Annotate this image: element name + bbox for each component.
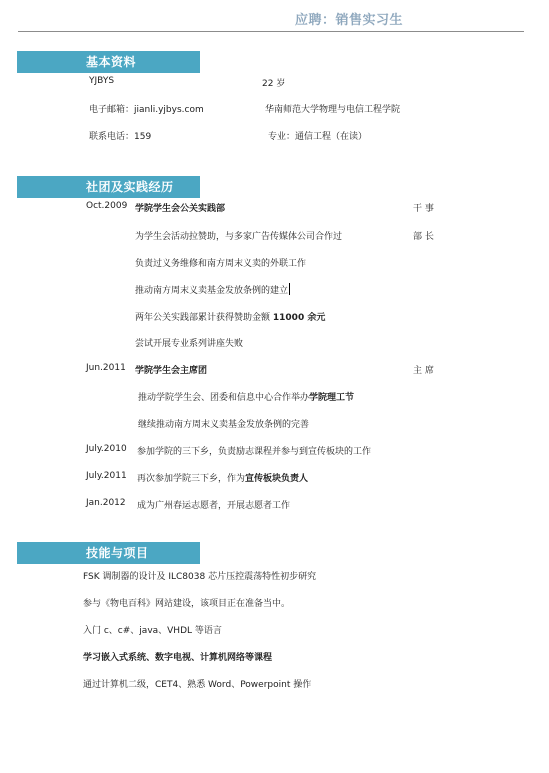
exp-item: 尝试开展专业系列讲座失败 xyxy=(135,339,244,349)
exp-item: 负责过义务维修和南方周末义卖的外联工作 xyxy=(135,259,307,269)
section-header-basic: 基本资料 xyxy=(17,51,200,73)
exp-item xyxy=(135,283,290,296)
exp-item: 继续推动南方周末义卖基金发放条例的完善 xyxy=(138,420,310,430)
exp-item-text: 推动南方周末义卖基金发放条例的建立 xyxy=(135,286,289,296)
skill-item: 入门 c、c#、java、VHDL 等语言 xyxy=(83,626,222,636)
exp-org: 学院学生会主席团 xyxy=(135,366,208,376)
exp-role: 干 事 xyxy=(413,204,434,214)
exp-item: 参加学院的三下乡，负责励志课程并参与到宣传板块的工作 xyxy=(137,447,372,457)
exp-item-text: 再次参加学院三下乡，作为 xyxy=(137,474,246,484)
exp-date: Jan.2012 xyxy=(86,498,126,508)
exp-item: 为学生会活动拉赞助，与多家广告传媒体公司合作过 xyxy=(135,232,343,242)
phone-value: 联系电话：159 xyxy=(89,132,152,142)
exp-date: Jun.2011 xyxy=(86,363,126,373)
exp-role: 主 席 xyxy=(413,366,434,376)
email-value: 电子邮箱：jianli.yjbys.com xyxy=(89,105,204,115)
exp-item-text: 推动学院学生会、团委和信息中心合作举办 xyxy=(138,393,310,403)
skill-item: FSK 调制器的设计及 ILC8038 芯片压控震荡特性初步研究 xyxy=(83,572,317,582)
exp-item xyxy=(135,310,325,323)
text-cursor xyxy=(289,283,290,295)
skill-item: 参与《物电百科》网站建设，该项目正在准备当中。 xyxy=(83,599,291,609)
skill-item: 通过计算机二级，CET4、熟悉 Word、Powerpoint 操作 xyxy=(83,680,312,690)
exp-item: 成为广州春运志愿者，开展志愿者工作 xyxy=(137,501,291,511)
major-value: 专业：通信工程（在读） xyxy=(268,132,368,142)
exp-date: July.2010 xyxy=(86,444,127,454)
exp-item-text: 两年公关实践部累计获得赞助金额 xyxy=(135,313,271,323)
exp-date: July.2011 xyxy=(86,471,127,481)
exp-date: Oct.2009 xyxy=(86,201,128,211)
skill-item: 学习嵌入式系统、数字电视、计算机网络等课程 xyxy=(83,653,273,663)
exp-item xyxy=(137,471,308,484)
sponsorship-amount: 11000 余元 xyxy=(272,313,326,323)
section-header-skills: 技能与项目 xyxy=(17,542,200,564)
age-value: 22 岁 xyxy=(262,79,286,89)
exp-item xyxy=(138,390,354,403)
exp-item-highlight: 宣传板块负责人 xyxy=(245,474,309,484)
header-divider xyxy=(18,31,524,32)
resume-title: 应聘：销售实习生 xyxy=(295,13,404,28)
section-header-activities: 社团及实践经历 xyxy=(17,176,200,198)
exp-org: 学院学生会公关实践部 xyxy=(135,204,226,214)
exp-role: 部 长 xyxy=(413,232,434,242)
name-value: YJBYS xyxy=(89,76,115,86)
school-value: 华南师范大学物理与电信工程学院 xyxy=(265,105,401,115)
exp-item-highlight: 学院理工节 xyxy=(309,393,355,403)
